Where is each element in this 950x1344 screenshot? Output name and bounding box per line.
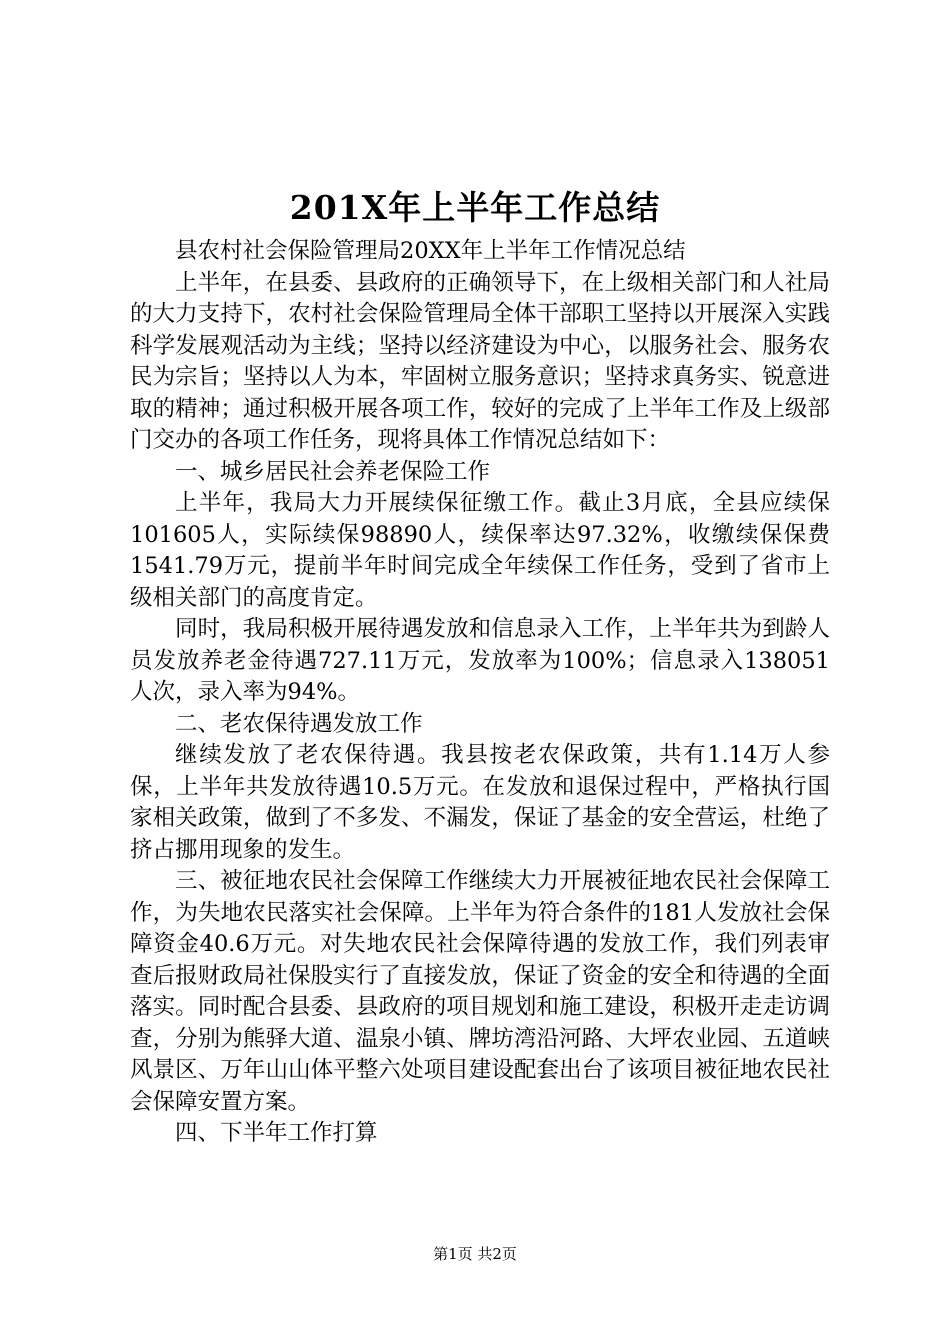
subtitle-paragraph: 县农村社会保险管理局20XX年上半年工作情况总结 xyxy=(175,238,686,264)
section-heading-4: 四、下半年工作打算 xyxy=(175,1120,378,1146)
document-title: 201X年上半年工作总结 xyxy=(289,188,661,227)
page-footer: 第1页 共2页 xyxy=(433,1245,517,1263)
section-3-paragraph: 三、被征地农民社会保障工作继续大力开展被征地农民社会保障工作，为失地农民落实社会保障。上半年为符合条件的181人发放社会保障资金40.6万元。对失地农民社会保障待遇的发放工作，我们列表审查后报财政局社保股实行了直接发放，保证了资金的安全和待遇的全面落实。同时配合县委、县政府的项目规划和施工建设，积极开走走访调查，分别为熊驿大道、温泉小镇、牌坊湾沿河路、大坪农业园、五道峡风景区、万年山山体平整六处项目建设配套出台了该项目被征地农民社会保障安置方案。 xyxy=(130,868,830,1115)
section-1-paragraph-1: 上半年，我局大力开展续保征缴工作。截止3月底，全县应续保101605人，实际续保98890人，续保率达97.32%，收缴续保保费1541.79万元，提前半年时间完成全年续保工作任务，受到了省市上级相关部门的高度肯定。 xyxy=(130,490,830,611)
section-heading-2: 二、老农保待遇发放工作 xyxy=(175,710,423,737)
intro-paragraph: 上半年，在县委、县政府的正确领导下，在上级相关部门和人社局的大力支持下，农村社会保险管理局全体干部职工坚持以开展深入实践科学发展观活动为主线；坚持以经济建设为中心，以服务社会、服务农民为宗旨；坚持以人为本，牢固树立服务意识；坚持求真务实、锐意进取的精神；通过积极开展各项工作，较好的完成了上半年工作及上级部门交办的各项工作任务，现将具体工作情况总结如下： xyxy=(130,269,830,453)
section-1-paragraph-2: 同时，我局积极开展待遇发放和信息录入工作，上半年共为到龄人员发放养老金待遇727.11万元，发放率为100%；信息录入138051人次，录入率为94%。 xyxy=(130,616,830,705)
section-2-paragraph: 继续发放了老农保待遇。我县按老农保政策，共有1.14万人参保，上半年共发放待遇10.5万元。在发放和退保过程中，严格执行国家相关政策，做到了不多发、不漏发，保证了基金的安全营运，杜绝了挤占挪用现象的发生。 xyxy=(130,742,830,863)
section-heading-1: 一、城乡居民社会养老保险工作 xyxy=(175,458,491,485)
document-body xyxy=(130,236,830,1150)
